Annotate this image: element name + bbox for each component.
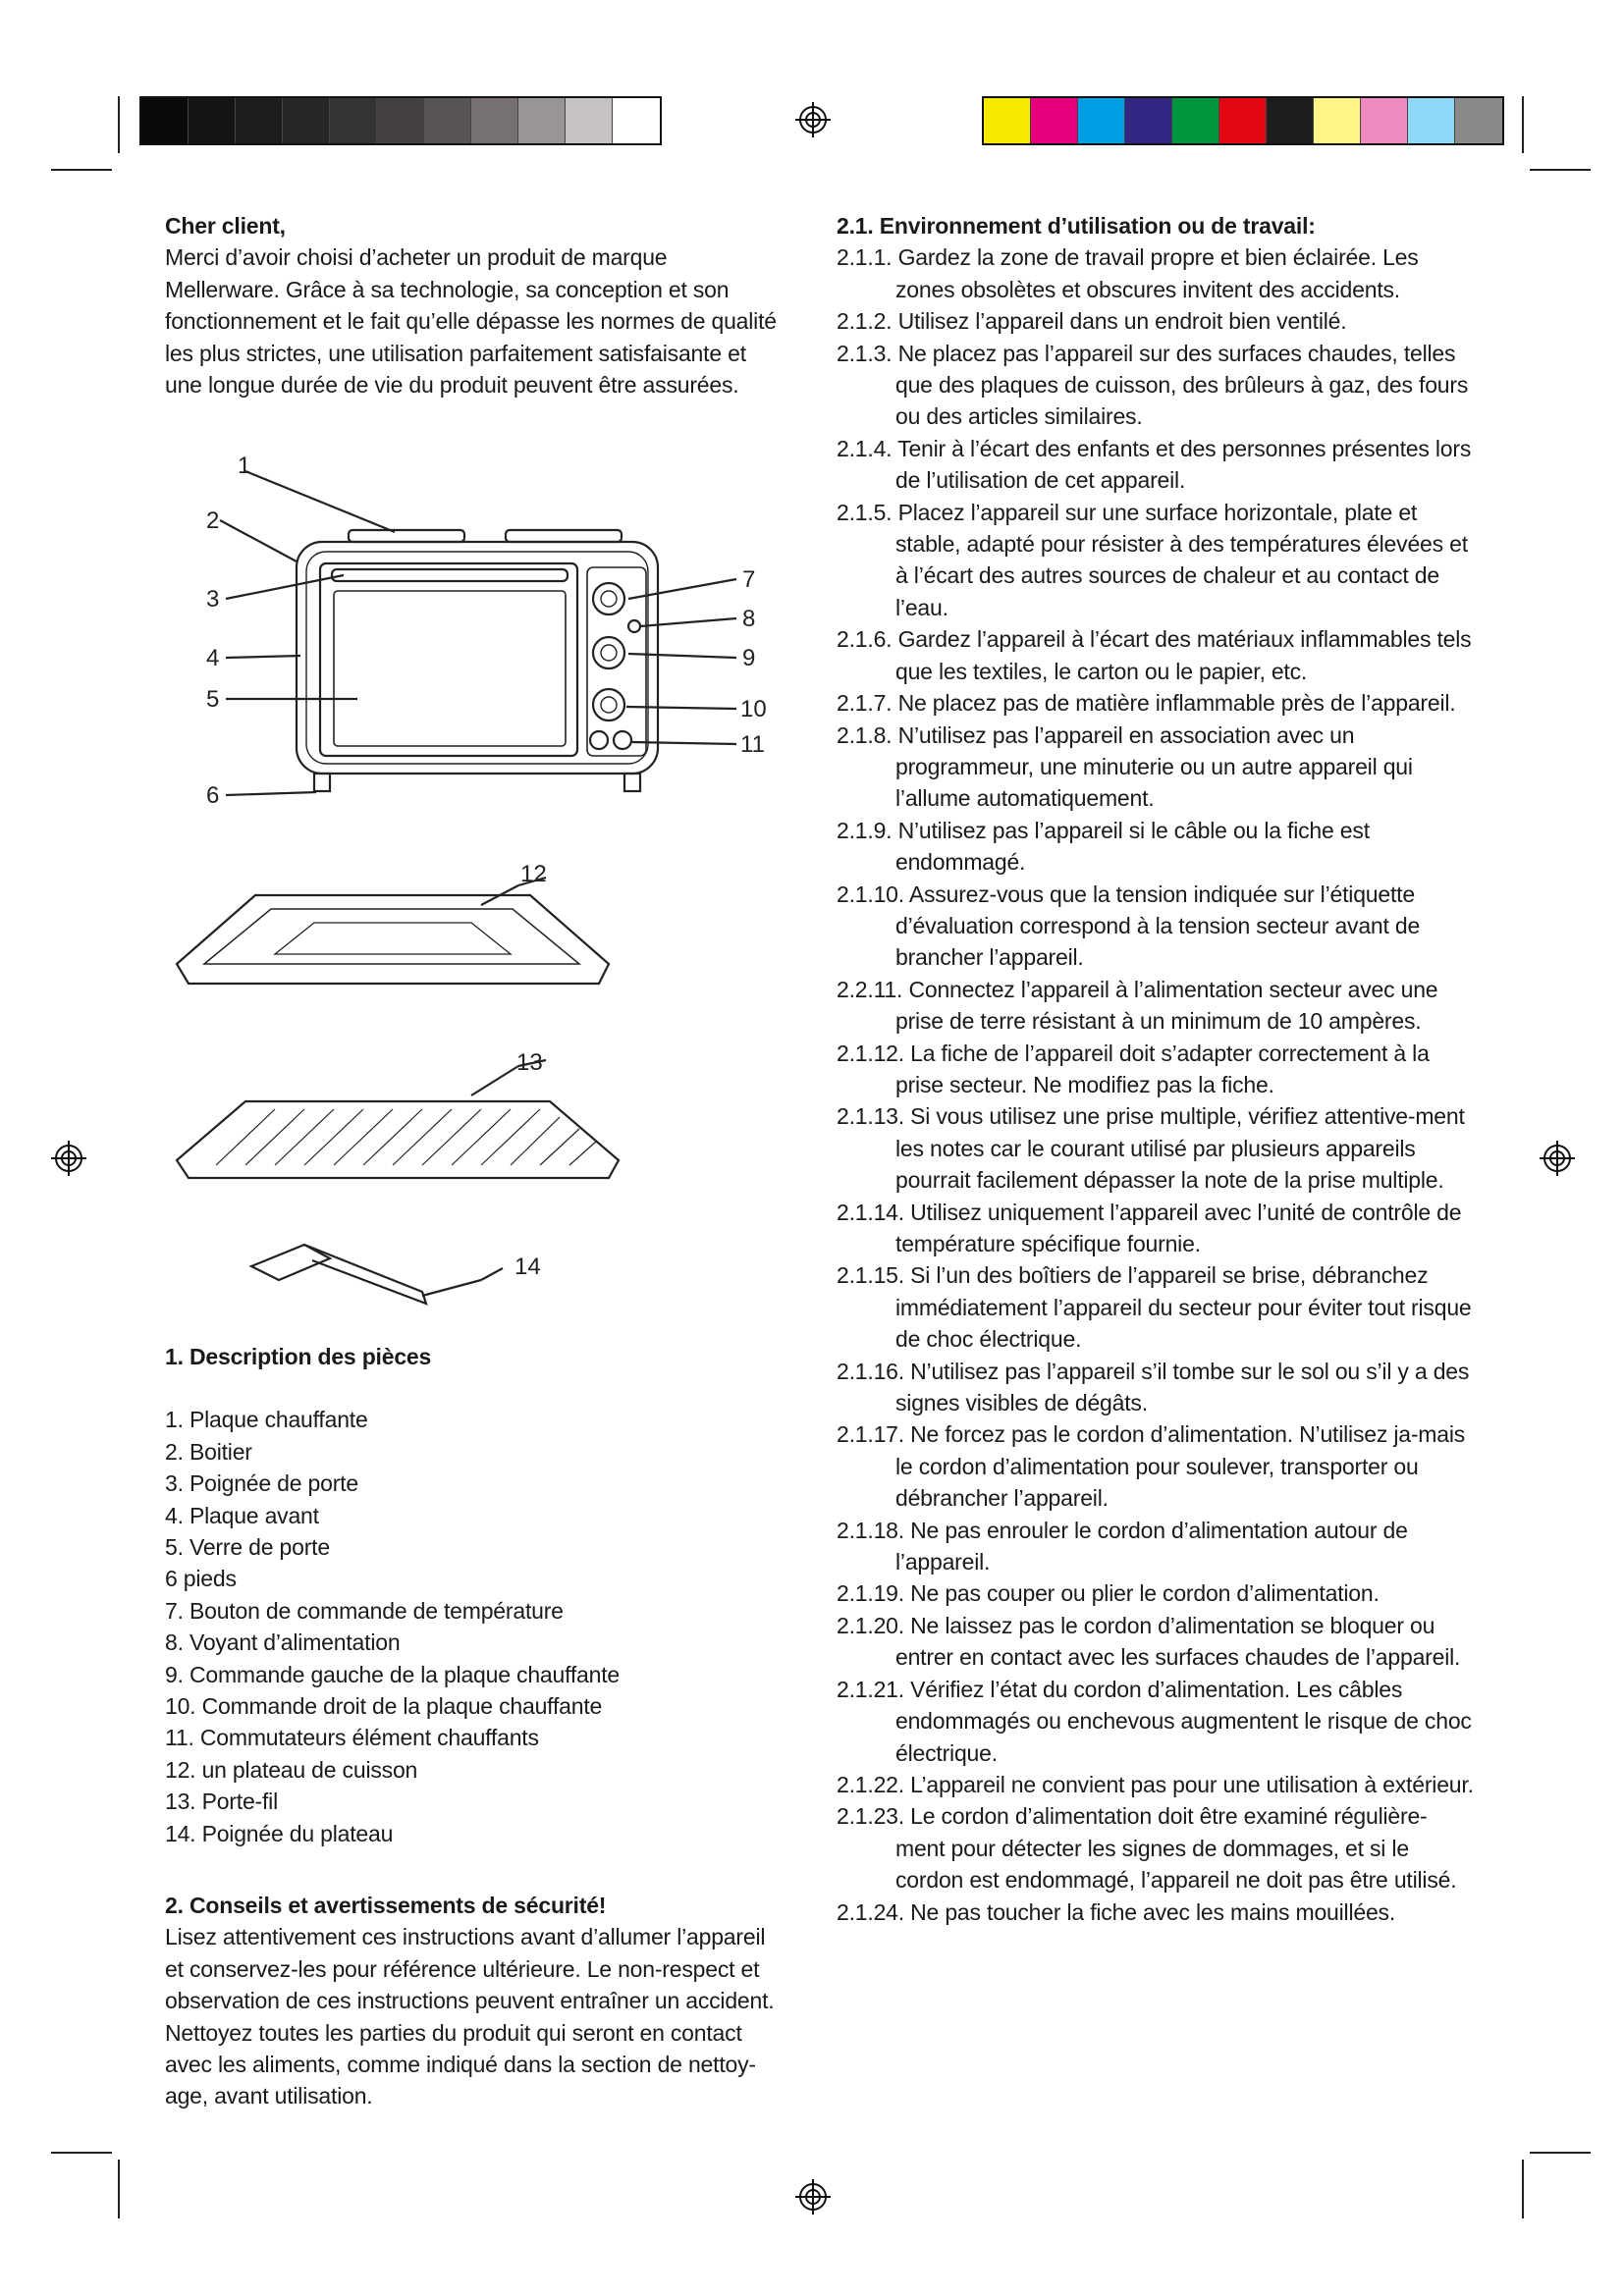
safety-item-text: N’utilisez pas l’appareil en association avec un programmeur, une minuterie ou un autre appareil qui l’allume automatiquement. xyxy=(895,721,1413,812)
safety-item xyxy=(837,1259,1475,1355)
safety-item-text: Le cordon d’alimentation doit être examiné régulière-ment pour détecter les signes de dommages, et si le cordon est endommagé, l’appareil ne doit pas être utilisé. xyxy=(895,1803,1457,1894)
part-item: 12. un plateau de cuisson xyxy=(165,1756,418,1783)
intro-paragraph xyxy=(165,241,803,400)
safety-item-number: 2.1.13. xyxy=(837,1103,904,1130)
intro-line: Merci d’avoir choisi d’acheter un produit de marque xyxy=(165,244,668,271)
safety-item xyxy=(837,1610,1475,1674)
color-swatch xyxy=(141,98,189,143)
grayscale-color-bar xyxy=(139,96,662,145)
safety-item-number: 2.1.14. xyxy=(837,1199,904,1225)
safety-item-number: 2.1.5. xyxy=(837,499,893,525)
safety-item-text: Ne forcez pas le cordon d’alimentation. N’utilisez ja-mais le cordon d’alimentation pour soulever, transporter ou débrancher l’appareil. xyxy=(895,1421,1466,1512)
safety-item xyxy=(837,974,1475,1038)
oven-foot xyxy=(314,774,330,791)
safety-item-text: Gardez l’appareil à l’écart des matériaux inflammables tels que les textiles, le carton ou le papier, etc. xyxy=(895,626,1472,684)
environment-section xyxy=(837,210,1475,1928)
diagram-label-5: 5 xyxy=(206,686,220,713)
diagram-label-3: 3 xyxy=(206,586,220,613)
process-color-bar xyxy=(982,96,1504,145)
color-swatch xyxy=(1031,98,1078,143)
crop-mark xyxy=(118,2160,120,2218)
section-2-1-title: 2.1. Environnement d’utilisation ou de travail: xyxy=(837,213,1316,239)
color-swatch xyxy=(566,98,613,143)
part-item: 2. Boitier xyxy=(165,1438,252,1465)
hot-plate-right xyxy=(506,530,622,542)
registration-mark-icon xyxy=(793,100,833,139)
color-swatch xyxy=(1219,98,1267,143)
safety-item-text: Ne placez pas l’appareil sur des surfaces chaudes, telles que des plaques de cuisson, des brûleurs à gaz, des fours ou des articles similaires. xyxy=(895,340,1469,430)
safety-item xyxy=(837,1674,1475,1769)
crop-mark xyxy=(1530,2152,1591,2154)
safety-item-number: 2.1.8. xyxy=(837,721,893,748)
safety-item xyxy=(837,433,1475,497)
element-switch-1 xyxy=(590,731,608,749)
safety-item xyxy=(837,1769,1475,1800)
safety-item-number: 2.1.2. xyxy=(837,308,893,335)
safety-item-text: Tenir à l’écart des enfants et des personnes présentes lors de l’utilisation de cet appareil. xyxy=(895,435,1472,494)
diagram-label-6: 6 xyxy=(206,782,220,809)
color-swatch xyxy=(189,98,236,143)
diagram-label-9: 9 xyxy=(742,645,756,671)
part-item: 11. Commutateurs élément chauffants xyxy=(165,1725,539,1751)
safety-item-number: 2.1.10. xyxy=(837,881,904,907)
safety-item xyxy=(837,1896,1475,1928)
part-item: 14. Poignée du plateau xyxy=(165,1820,394,1846)
crop-mark xyxy=(1522,2160,1524,2218)
color-swatch xyxy=(283,98,330,143)
safety-item xyxy=(837,338,1475,433)
safety-item-number: 2.1.19. xyxy=(837,1580,904,1607)
safety-item-number: 2.1.18. xyxy=(837,1517,904,1543)
environment-list xyxy=(837,241,1475,1928)
safety-item xyxy=(837,497,1475,624)
power-light xyxy=(628,620,640,632)
safety-item xyxy=(837,1515,1475,1578)
color-swatch xyxy=(1314,98,1361,143)
safety-item-number: 2.1.23. xyxy=(837,1803,904,1830)
safety-intro-line: avec les aliments, comme indiqué dans la section de nettoy- xyxy=(165,2052,756,2078)
safety-item-text: Utilisez uniquement l’appareil avec l’unité de contrôle de température spécifique fournie. xyxy=(895,1199,1462,1256)
safety-item-number: 2.1.15. xyxy=(837,1262,904,1289)
safety-item-number: 2.1.9. xyxy=(837,817,893,843)
parts-list xyxy=(165,1404,803,1849)
section-2-title: 2. Conseils et avertissements de sécurité! xyxy=(165,1893,607,1918)
safety-item xyxy=(837,720,1475,815)
parts-description-section xyxy=(165,1341,803,1849)
safety-item-number: 2.1.7. xyxy=(837,690,893,717)
safety-item-text: Vérifiez l’état du cordon d’alimentation. Les câbles endommagés ou enchevous augmentent le risque de choc électrique. xyxy=(895,1676,1472,1766)
safety-item-text: Utilisez l’appareil dans un endroit bien ventilé. xyxy=(897,308,1347,335)
safety-item xyxy=(837,241,1475,305)
safety-item-number: 2.1.17. xyxy=(837,1421,904,1448)
safety-item-number: 2.1.12. xyxy=(837,1040,904,1066)
color-swatch xyxy=(330,98,377,143)
color-swatch xyxy=(1408,98,1455,143)
part-item: 9. Commande gauche de la plaque chauffante xyxy=(165,1661,621,1687)
part-item: 1. Plaque chauffante xyxy=(165,1407,368,1433)
registration-mark-icon xyxy=(793,2177,833,2216)
safety-item xyxy=(837,1356,1475,1419)
intro-line: une longue durée de vie du produit peuvent être assurées. xyxy=(165,372,739,399)
safety-item xyxy=(837,305,1475,337)
diagram-label-13: 13 xyxy=(516,1049,543,1076)
color-swatch xyxy=(984,98,1031,143)
diagram-label-1: 1 xyxy=(238,454,251,479)
safety-item-text: Gardez la zone de travail propre et bien éclairée. Les zones obsolètes et obscures invitent des accidents. xyxy=(895,244,1419,302)
oven-door xyxy=(320,563,577,756)
registration-mark-icon xyxy=(49,1139,88,1178)
safety-item xyxy=(837,1577,1475,1609)
safety-intro-line: Lisez attentivement ces instructions avant d’allumer l’appareil xyxy=(165,1924,766,1950)
diagram-label-12: 12 xyxy=(520,861,547,887)
safety-item-number: 2.1.6. xyxy=(837,626,893,653)
safety-item-text: N’utilisez pas l’appareil s’il tombe sur le sol ou s’il y a des signes visibles de dégâts. xyxy=(895,1358,1470,1416)
intro-line: les plus strictes, une utilisation parfaitement satisfaisante et xyxy=(165,340,746,366)
color-swatch xyxy=(613,98,660,143)
safety-item-text: Si vous utilisez une prise multiple, vérifiez attentive-ment les notes car le courant utilisé par plusieurs appareils pourrait facilement dépasser la note de la prise multiple. xyxy=(895,1103,1465,1194)
safety-item xyxy=(837,1418,1475,1514)
safety-item-number: 2.1.16. xyxy=(837,1358,904,1384)
color-swatch xyxy=(424,98,471,143)
oven-housing xyxy=(297,542,658,774)
intro-line: fonctionnement et le fait qu’elle dépasse les normes de qualité xyxy=(165,308,777,335)
color-swatch xyxy=(1455,98,1502,143)
element-switch-2 xyxy=(614,731,631,749)
oven-foot xyxy=(624,774,640,791)
color-swatch xyxy=(471,98,518,143)
safety-item-number: 2.2.11. xyxy=(837,976,903,1002)
safety-item-text: Placez l’appareil sur une surface horizontale, plate et stable, adapté pour résister à des températures élevées et à l’écart des autres sources de chaleur et au contact de l’eau. xyxy=(895,499,1468,620)
diagram-label-8: 8 xyxy=(742,606,756,632)
safety-item xyxy=(837,879,1475,974)
color-swatch xyxy=(377,98,424,143)
part-item: 13. Porte-fil xyxy=(165,1789,279,1815)
hot-plate-left xyxy=(349,530,464,542)
diagram-label-7: 7 xyxy=(742,566,756,593)
safety-item-text: Ne pas couper ou plier le cordon d’alimentation. xyxy=(910,1580,1380,1607)
crop-mark xyxy=(51,169,112,171)
safety-item-text: Ne pas toucher la fiche avec les mains mouillées. xyxy=(910,1898,1396,1925)
safety-intro-line: age, avant utilisation. xyxy=(165,2083,373,2109)
crop-mark xyxy=(51,2152,112,2154)
safety-section xyxy=(165,1890,803,2112)
safety-item-number: 2.1.20. xyxy=(837,1612,904,1638)
part-item: 10. Commande droit de la plaque chauffante xyxy=(165,1693,603,1720)
greeting: Cher client, xyxy=(165,213,286,239)
safety-item xyxy=(837,623,1475,687)
safety-intro-line: Nettoyez toutes les parties du produit qui seront en contact xyxy=(165,2019,742,2046)
safety-item-text: Ne pas enrouler le cordon d’alimentation autour de l’appareil. xyxy=(895,1517,1408,1575)
intro-line: Mellerware. Grâce à sa technologie, sa conception et son xyxy=(165,276,730,302)
diagram-label-14: 14 xyxy=(514,1254,541,1280)
safety-item xyxy=(837,687,1475,719)
safety-item-number: 2.1.21. xyxy=(837,1676,904,1702)
safety-item xyxy=(837,1197,1475,1260)
crop-mark xyxy=(118,96,120,153)
diagram-label-2: 2 xyxy=(206,507,220,534)
part-item: 7. Bouton de commande de température xyxy=(165,1597,564,1624)
safety-item-number: 2.1.22. xyxy=(837,1771,904,1797)
section-1-title: 1. Description des pièces xyxy=(165,1344,432,1369)
safety-item-number: 2.1.24. xyxy=(837,1898,904,1925)
safety-intro-line: observation de ces instructions peuvent entraîner un accident. xyxy=(165,1988,775,2014)
color-swatch xyxy=(1078,98,1125,143)
safety-item-text: Connectez l’appareil à l’alimentation secteur avec une prise de terre résistant à un minimum de 10 ampères. xyxy=(895,976,1438,1035)
color-swatch xyxy=(1125,98,1172,143)
color-swatch xyxy=(1361,98,1408,143)
safety-item-text: Ne laissez pas le cordon d’alimentation se bloquer ou entrer en contact avec les surfaces chaudes de l’appareil. xyxy=(895,1612,1461,1671)
temperature-knob xyxy=(593,583,624,614)
safety-intro-paragraph xyxy=(165,1921,803,2111)
door-handle xyxy=(332,569,568,581)
crop-mark xyxy=(1530,169,1591,171)
safety-item-text: Ne placez pas de matière inflammable près de l’appareil. xyxy=(897,690,1456,717)
diagram-label-10: 10 xyxy=(740,696,767,722)
right-hotplate-knob xyxy=(593,689,624,721)
color-swatch xyxy=(1172,98,1219,143)
safety-item-text: N’utilisez pas l’appareil si le câble ou la fiche est endommagé. xyxy=(895,817,1370,876)
registration-mark-icon xyxy=(1538,1139,1577,1178)
safety-intro-line: et conservez-les pour référence ultérieure. Le non-respect et xyxy=(165,1955,760,1982)
crop-mark xyxy=(1522,96,1524,153)
color-swatch xyxy=(518,98,566,143)
safety-item xyxy=(837,815,1475,879)
safety-item-text: L’appareil ne convient pas pour une utilisation à extérieur. xyxy=(910,1771,1474,1797)
part-item: 5. Verre de porte xyxy=(165,1534,330,1561)
part-item: 4. Plaque avant xyxy=(165,1502,319,1528)
left-hotplate-knob xyxy=(593,637,624,668)
safety-item xyxy=(837,1038,1475,1101)
safety-item xyxy=(837,1800,1475,1896)
intro-section xyxy=(165,210,803,400)
diagram-label-4: 4 xyxy=(206,645,220,671)
part-item: 3. Poignée de porte xyxy=(165,1470,358,1497)
part-item: 8. Voyant d’alimentation xyxy=(165,1629,401,1656)
safety-item-text: Assurez-vous que la tension indiquée sur l’étiquette d’évaluation correspond à la tension secteur avant de brancher l’appareil. xyxy=(895,881,1421,971)
color-swatch xyxy=(236,98,283,143)
parts-diagram xyxy=(157,454,805,1308)
part-item: 6 pieds xyxy=(165,1566,237,1592)
safety-item xyxy=(837,1100,1475,1196)
safety-item-number: 2.1.3. xyxy=(837,340,893,366)
safety-item-number: 2.1.1. xyxy=(837,244,893,271)
safety-item-text: Si l’un des boîtiers de l’appareil se brise, débranchez immédiatement l’appareil du secteur pour éviter tout risque de choc électrique. xyxy=(895,1262,1472,1353)
safety-item-text: La fiche de l’appareil doit s’adapter correctement à la prise secteur. Ne modifiez pas la fiche. xyxy=(895,1040,1430,1097)
color-swatch xyxy=(1267,98,1314,143)
diagram-label-11: 11 xyxy=(740,731,765,758)
safety-item-number: 2.1.4. xyxy=(837,435,893,461)
door-glass xyxy=(334,591,566,746)
